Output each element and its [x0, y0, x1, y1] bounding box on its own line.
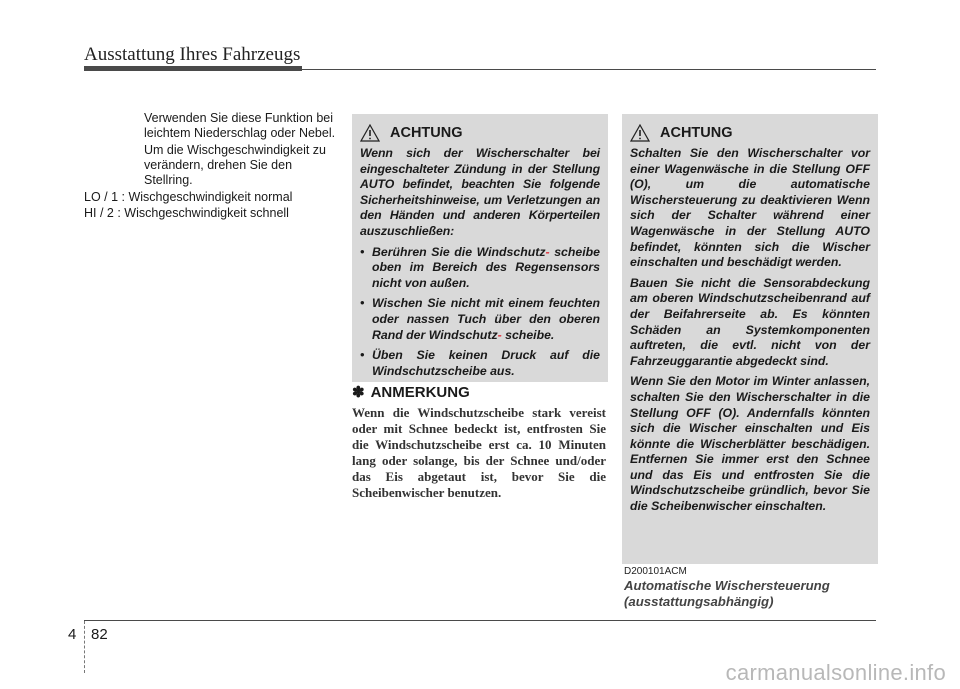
left-column — [84, 111, 336, 221]
paragraph-speed-ring: Um die Wischgeschwindigkeit zu verändern, drehen Sie den Stellring. — [144, 143, 327, 187]
section-code: D200101ACM — [624, 566, 687, 577]
footer-rule — [84, 620, 876, 621]
caution-bullet-3 — [360, 348, 600, 379]
header-bar — [84, 66, 302, 71]
watermark-text: carmanualsonline.info — [725, 660, 946, 685]
note-title: ANMERKUNG — [370, 383, 470, 401]
section-heading-line-2: (ausstattungsabhängig) — [624, 594, 774, 609]
caution-intro-1: Wenn sich der Wischerschalter bei eingeschalteter Zündung in der Stellung AUTO befindet, beachten Sie folgende Sicherheitshinweise, um Verletzungen an den Händen und anderen Körperteilen auszuschließen: — [360, 146, 600, 238]
caution-title-2: ACHTUNG — [660, 125, 733, 141]
page-number: 82 — [91, 626, 108, 643]
caution-heading-1 — [360, 124, 600, 142]
bullet-text: Wischen Sie nicht mit einem feuchten oder nassen Tuch über den oberen Rand der Windschutz- scheibe. — [372, 296, 600, 342]
caution2-paragraph-2: Bauen Sie nicht die Sensorabdeckung am oberen Windschutzscheibenrand auf der Beifahrerseite ab. Es könnten Schäden an Systemkomponenten auftreten, die evtl. nicht von der Fahrzeuggarantie abgedeckt sind. — [630, 275, 870, 368]
chapter-number: 4 — [68, 626, 77, 643]
hi-speed-line: HI / 2 : Wischgeschwindigkeit schnell — [84, 206, 289, 220]
lo-speed-line: LO / 1 : Wischgeschwindigkeit normal — [84, 190, 293, 204]
bullet-text: Berühren Sie die Windschutz- scheibe oben im Bereich des Regensensors nicht von außen. — [372, 244, 600, 290]
caution-box-2 — [622, 114, 878, 564]
caution2-paragraph-3: Wenn Sie den Motor im Winter anlassen, schalten Sie den Wischerschalter in die Stellung OFF (O). Andernfalls könnten sich die Wischer einschalten und Eis könnte die Wischerblätter beschädigen. Entfernen Sie immer erst den Schnee und das Eis und entfrosten Sie die Windschutzscheibe gründlich, bevor Sie die Scheibenwischer einschalten. — [630, 374, 870, 514]
caution2-paragraph-1: Schalten Sie den Wischerschalter vor einer Wagenwäsche in die Stellung OFF (O), um die automatische Wischersteuerung zu deaktivieren Wenn sich der Schalter während einer Wagenwäsche in der Stellung AUTO befindet, könnten sich die Wischer einschalten und beschädigt werden. — [630, 146, 870, 270]
note-body: Wenn die Windschutzscheibe stark vereist oder mit Schnee bedeckt ist, entfrosten Sie die Windschutzscheibe erst ca. 10 Minuten lang oder solange, bis der Schnee und/oder das Eis abgetaut ist, bevor Sie die Scheibenwischer benutzen. — [352, 405, 606, 500]
warning-triangle-icon — [630, 124, 650, 142]
paragraph-light-rain: Verwenden Sie diese Funktion bei leichtem Niederschlag oder Nebel. — [144, 111, 336, 140]
section-heading-line-1: Automatische Wischersteuerung — [624, 578, 830, 593]
warning-triangle-icon — [360, 124, 380, 142]
caution-bullet-1 — [360, 245, 600, 292]
caution-bullet-2 — [360, 296, 600, 343]
note-section — [352, 383, 606, 501]
note-heading — [352, 383, 606, 401]
bullet-dot: • — [360, 244, 365, 259]
note-star-icon: ✽ — [352, 384, 365, 401]
page-header-title: Ausstattung Ihres Fahrzeugs — [84, 44, 301, 65]
bullet-dot: • — [360, 348, 365, 363]
caution-box-1 — [352, 114, 608, 382]
header-rule — [302, 69, 876, 70]
bullet-text: Üben Sie keinen Druck auf die Windschutzscheibe aus. — [372, 348, 600, 378]
caution-heading-2 — [630, 124, 870, 142]
footer-divider — [84, 621, 85, 673]
section-heading — [624, 578, 830, 610]
bullet-dot: • — [360, 296, 365, 311]
caution-title-1: ACHTUNG — [390, 125, 463, 141]
